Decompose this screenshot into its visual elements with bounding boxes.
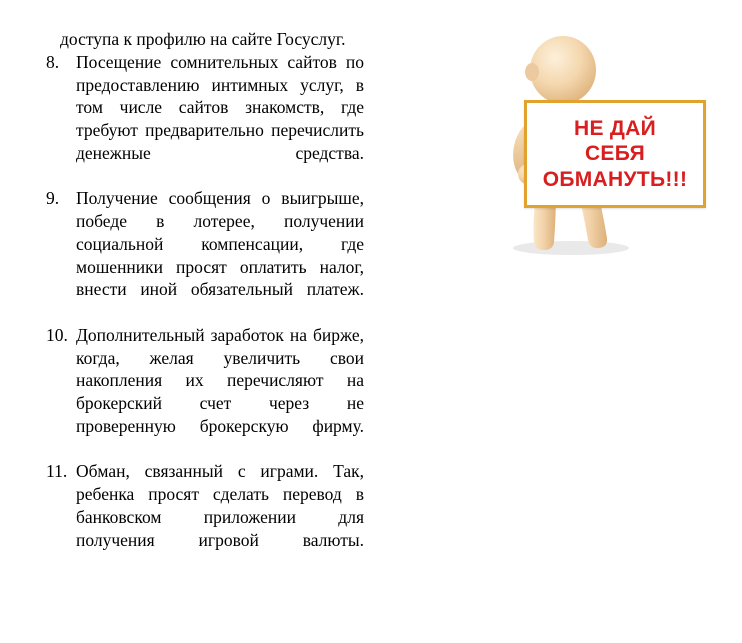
list-item bbox=[46, 187, 364, 324]
list-item bbox=[46, 51, 364, 188]
sign-line-1: НЕ ДАЙ bbox=[573, 116, 657, 140]
list-item-text: Обман, связанный с играми. Так, ребенка просят сделать перевод в банковском приложении для получения игровой валюты. bbox=[76, 461, 364, 550]
text-column bbox=[46, 28, 364, 574]
list-item-number: 10. bbox=[46, 324, 68, 345]
list-item-text: Дополнительный заработок на бирже, когда, желая увеличить свои накопления их перечисляют на брокерский счет через не проверенную брокерскую фирму. bbox=[76, 324, 364, 436]
list-item-text: Получение сообщения о выигрыше, победе в лотерее, получении социальной компенсации, где мошенники просят оплатить налог, внести иной обязательный платеж. bbox=[76, 188, 364, 300]
warning-sign bbox=[524, 100, 706, 208]
sign-line-3: ОБМАНУТЬ!!! bbox=[542, 167, 688, 191]
numbered-list bbox=[46, 51, 364, 574]
illustration bbox=[466, 22, 716, 262]
continuation-paragraph: доступа к профилю на сайте Госуслуг. bbox=[60, 29, 346, 49]
list-item-number: 9. bbox=[46, 188, 60, 209]
list-item-number: 11. bbox=[46, 461, 68, 482]
list-item-text: Посещение сомнительных сайтов по предоставлению интимных услуг, в том числе сайтов знакомств, где требуют предварительно перечислить денежные средства. bbox=[76, 51, 364, 163]
sign-line-2: СЕБЯ bbox=[584, 142, 646, 166]
list-item bbox=[46, 460, 364, 574]
list-item-number: 8. bbox=[46, 51, 60, 72]
list-item bbox=[46, 324, 364, 461]
